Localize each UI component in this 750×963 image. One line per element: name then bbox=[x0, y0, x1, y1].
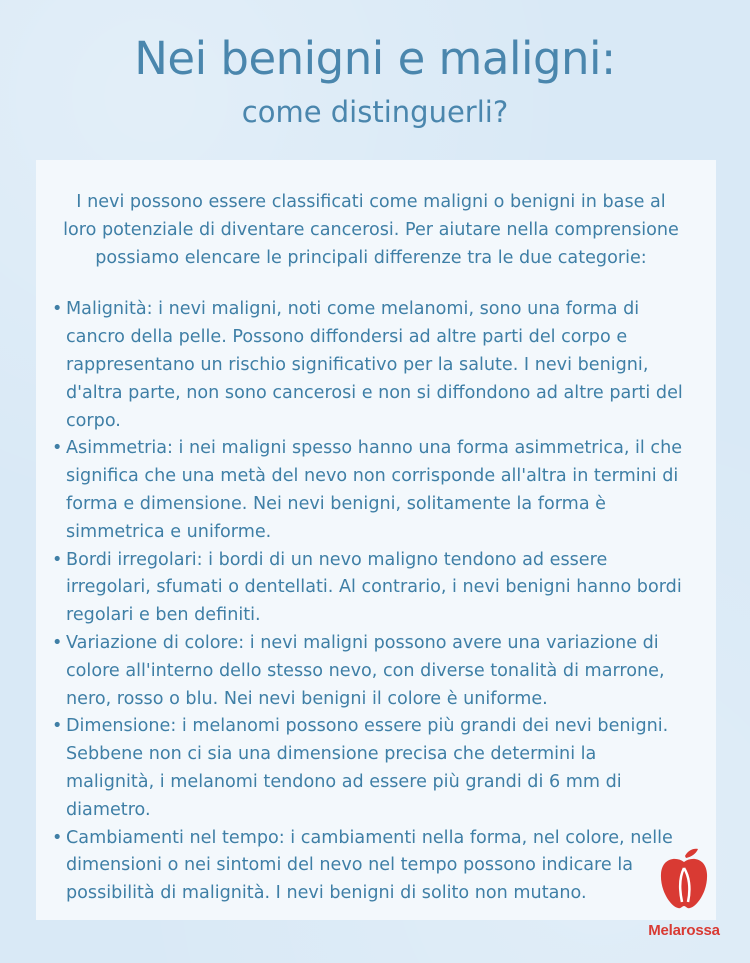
list-item-text: Asimmetria: i nei maligni spesso hanno una forma asimmetrica, il che significa che una metà del nevo non corrisponde all'altra in termini di forma e dimensione. Nei nevi benigni, solitamente la forma è simmetrica e uniforme. bbox=[66, 438, 683, 542]
list-item bbox=[52, 296, 690, 435]
bullet-icon: • bbox=[52, 716, 63, 737]
list-item bbox=[52, 630, 690, 713]
card-content bbox=[36, 160, 716, 908]
list-item-text: Cambiamenti nel tempo: i cambiamenti nella forma, nel colore, nelle dimensioni o nei sintomi del nevo nel tempo possono indicare la possibilità di malignità. I nevi benigni di solito non mutano. bbox=[66, 827, 673, 904]
bullet-icon: • bbox=[52, 632, 63, 653]
differences-list bbox=[52, 296, 690, 908]
intro-paragraph: I nevi possono essere classificati come maligni o benigni in base al loro potenziale di diventare cancerosi. Per aiutare nella comprensione possiamo elencare le principali differenze tra le due categorie: bbox=[63, 192, 679, 268]
list-item-text: Malignità: i nevi maligni, noti come melanomi, sono una forma di cancro della pelle. Possono diffondersi ad altre parti del corpo e rappresentano un rischio significativo per la salute. I nevi benigni, d'altra parte, non sono cancerosi e non si diffondono ad altre parti del corpo. bbox=[66, 299, 683, 431]
bullet-icon: • bbox=[52, 549, 63, 570]
list-item bbox=[52, 435, 690, 546]
page-title: Nei benigni e maligni: bbox=[134, 32, 616, 85]
bullet-icon: • bbox=[52, 827, 63, 848]
bullet-icon: • bbox=[52, 438, 63, 459]
bullet-icon: • bbox=[52, 299, 63, 320]
content-card bbox=[36, 160, 716, 920]
melarossa-logo bbox=[636, 846, 732, 950]
list-item bbox=[52, 547, 690, 630]
apple-logo-icon bbox=[658, 846, 710, 912]
list-item bbox=[52, 713, 690, 824]
header bbox=[0, 30, 750, 132]
page-subtitle: come distinguerli? bbox=[241, 95, 509, 129]
list-item-text: Variazione di colore: i nevi maligni possono avere una variazione di colore all'interno dello stesso nevo, con diverse tonalità di marrone, nero, rosso o blu. Nei nevi benigni il colore è uniforme. bbox=[66, 632, 665, 709]
brand-name: Melarossa bbox=[648, 922, 720, 939]
list-item bbox=[52, 825, 690, 908]
list-item-text: Dimensione: i melanomi possono essere più grandi dei nevi benigni. Sebbene non ci sia una dimensione precisa che determini la malignità, i melanomi tendono ad essere più grandi di 6 mm di diametro. bbox=[66, 716, 669, 820]
list-item-text: Bordi irregolari: i bordi di un nevo maligno tendono ad essere irregolari, sfumati o dentellati. Al contrario, i nevi benigni hanno bordi regolari e ben definiti. bbox=[66, 549, 682, 626]
